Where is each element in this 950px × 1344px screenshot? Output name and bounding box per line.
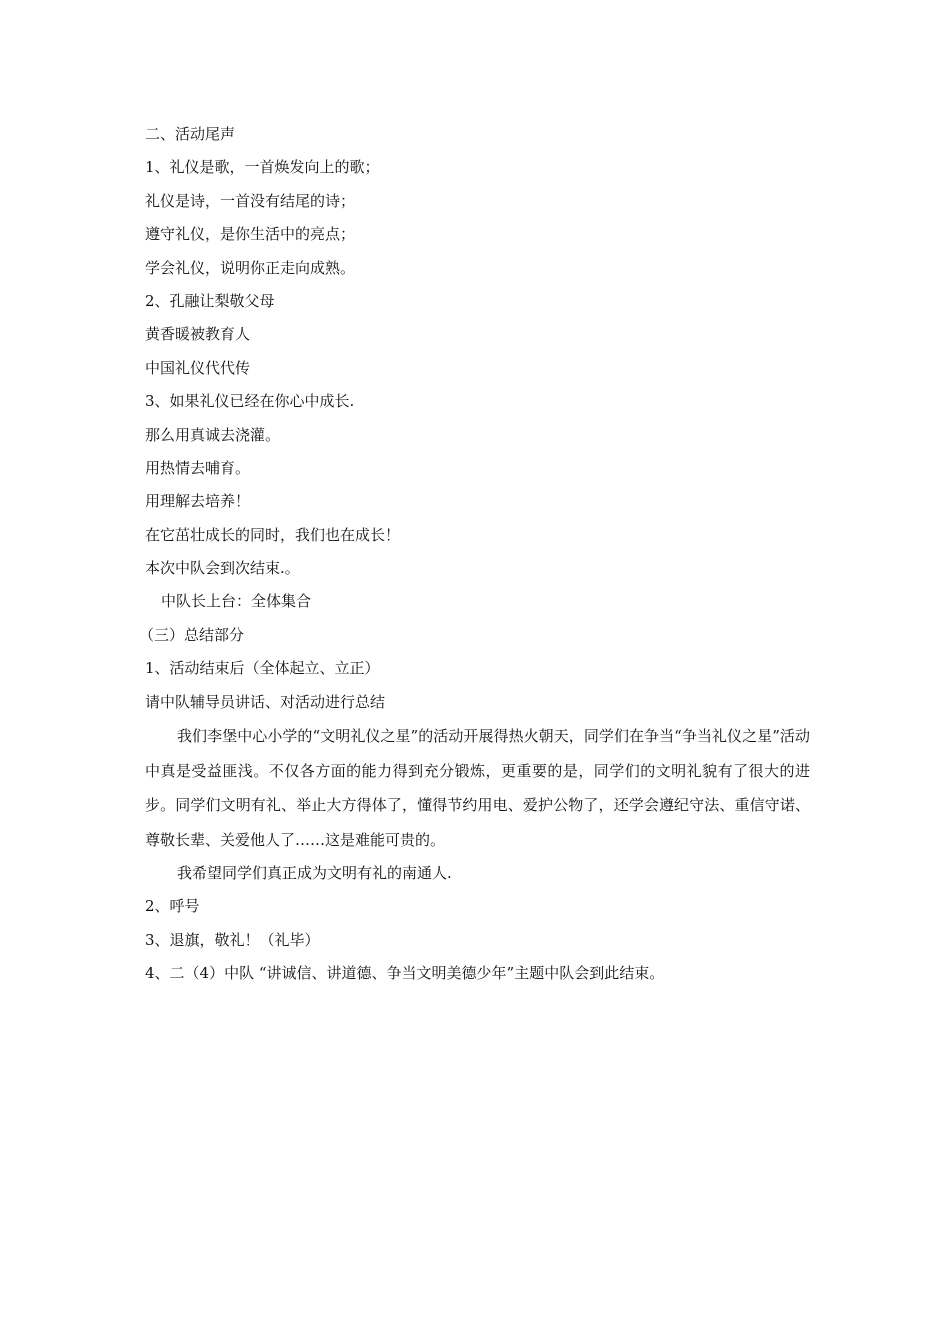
summary-paragraph: 我们李堡中心小学的“文明礼仪之星”的活动开展得热火朝天，同学们在争当“争当礼仪之星”活动中真是受益匪浅。不仅各方面的能力得到充分锻炼，更重要的是，同学们的文明礼貌有了很大的进步。同学们文明有礼、举止大方得体了，懂得节约用电、爱护公物了，还学会遵纪守法、重信守诺、尊敬长辈、关爱他人了……这是难能可贵的。 [145, 727, 810, 849]
text-line: 用理解去培养！ [145, 492, 251, 511]
text-line: 1、礼仪是歌，一首焕发向上的歌； [145, 158, 380, 177]
document-page [139, 118, 810, 991]
captain-line: 中队长上台：全体集合 [161, 592, 312, 611]
text-line: 2、孔融让梨敬父母 [145, 291, 275, 310]
text-line: 黄香暖被教育人 [145, 325, 251, 344]
text-line: 3、退旗，敬礼！（礼毕） [145, 930, 320, 949]
text-line: 那么用真诚去浇灌。 [145, 425, 281, 444]
text-line: 中国礼仪代代传 [145, 358, 251, 377]
text-line: 本次中队会到次结束.。 [145, 559, 300, 578]
text-line: 在它茁壮成长的同时，我们也在成长！ [145, 525, 401, 544]
text-line: 礼仪是诗，一首没有结尾的诗； [145, 191, 356, 210]
text-line: 请中队辅导员讲话、对活动进行总结 [145, 692, 386, 711]
section-heading-ending: 二、活动尾声 [145, 125, 236, 143]
text-line: 用热情去哺育。 [145, 458, 251, 477]
text-line: 遵守礼仪，是你生活中的亮点； [145, 225, 356, 244]
hope-paragraph: 我希望同学们真正成为文明有礼的南通人. [177, 864, 452, 883]
section-heading-summary: （三）总结部分 [139, 625, 245, 644]
text-line: 4、二（4）中队 “讲诚信、讲道德、争当文明美德少年”主题中队会到此结束。 [145, 964, 665, 983]
text-line: 1、活动结束后（全体起立、立正） [145, 659, 380, 678]
text-line: 3、如果礼仪已经在你心中成长. [145, 392, 355, 411]
text-line: 学会礼仪，说明你正走向成熟。 [145, 258, 356, 277]
text-line: 2、呼号 [145, 897, 200, 916]
